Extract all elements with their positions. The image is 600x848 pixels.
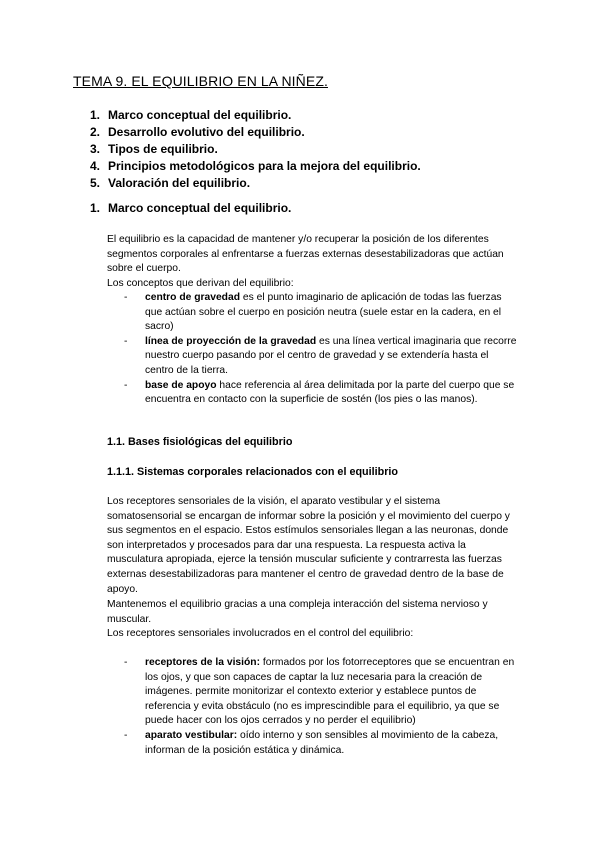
toc-item: 5. Valoración del equilibrio. (90, 176, 251, 190)
list-item: - centro de gravedad es el punto imaginario de aplicación de todas las fuerzas que actúan sobre el cuerpo en posición neutra (suele estar en la cadera, en el sacro) (124, 292, 502, 333)
intro-paragraph: El equilibrio es la capacidad de mantener y/o recuperar la posición de los diferentes segmentos corporales al enfrentarse a fuerzas externas desestabilizadoras que actúan sobre el cuerpo. (107, 234, 504, 275)
subsubsection-heading: 1.1.1. Sistemas corporales relacionados con el equilibrio (107, 466, 399, 478)
document-title: TEMA 9. EL EQUILIBRIO EN LA NIÑEZ. (73, 73, 328, 89)
section-heading-1: 1. Marco conceptual del equilibrio. (90, 201, 292, 215)
term: centro de gravedad (145, 292, 240, 303)
subsection-heading: 1.1. Bases fisiológicas del equilibrio (107, 436, 293, 448)
list-item: - receptores de la visión: formados por los fotorreceptores que se encuentran en los ojos, y que son capaces de captar la luz necesaria para la creación de imágenes. permite monitorizar el contexto exterior y establece puntos de referencia y evita obstáculo (no es imprescindible para el equilibrio, ya que se puede hacer con los ojos cerrados y no perder el equilibrio) (124, 657, 515, 727)
toc-item: 3. Tipos de equilibrio. (90, 142, 218, 156)
body-paragraph: Los receptores sensoriales involucrados en el control del equilibrio: (107, 628, 414, 639)
toc-item: 1. Marco conceptual del equilibrio. (90, 108, 292, 122)
concepts-list (124, 291, 519, 408)
receptors-list (124, 656, 519, 758)
toc-item: 2. Desarrollo evolutivo del equilibrio. (90, 125, 305, 139)
term: aparato vestibular: (145, 729, 238, 741)
concepts-intro: Los conceptos que derivan del equilibrio: (107, 278, 294, 289)
list-item: - aparato vestibular: oído interno y son sensibles al movimiento de la cabeza, informan de la posición estática y dinámica. (124, 729, 499, 756)
body-paragraph: Los receptores sensoriales de la visión, el aparato vestibular y el sistema somatosensorial se encargan de informar sobre la posición y el movimiento del cuerpo y sus segmentos en el espacio. Estos estímulos sensoriales llegan a las neuronas, donde son interpretados y procesados para dar una respuesta. La respuesta activa la musculatura apropiada, ejerce la tensión muscular suficiente y contrarresta las fuerzas externas desestabilizadoras para mantener el centro de gravedad dentro de la base de apoyo. (107, 496, 510, 595)
term: receptores de la visión: (145, 657, 261, 668)
toc-item: 4. Principios metodológicos para la mejora del equilibrio. (90, 159, 421, 173)
list-item: - base de apoyo hace referencia al área delimitada por la parte del cuerpo que se encuentra en contacto con la superficie de sostén (los pies o las manos). (124, 379, 515, 406)
list-item: - línea de proyección de la gravedad es una línea vertical imaginaria que recorre nuestro cuerpo pasando por el centro de gravedad y se extendería hasta el centro de la tierra. (124, 335, 517, 376)
term: base de apoyo (145, 379, 217, 391)
term: línea de proyección de la gravedad (145, 335, 317, 347)
body-paragraph: Mantenemos el equilibrio gracias a una compleja interacción del sistema nervioso y muscular. (107, 599, 488, 625)
table-of-contents (90, 107, 421, 192)
